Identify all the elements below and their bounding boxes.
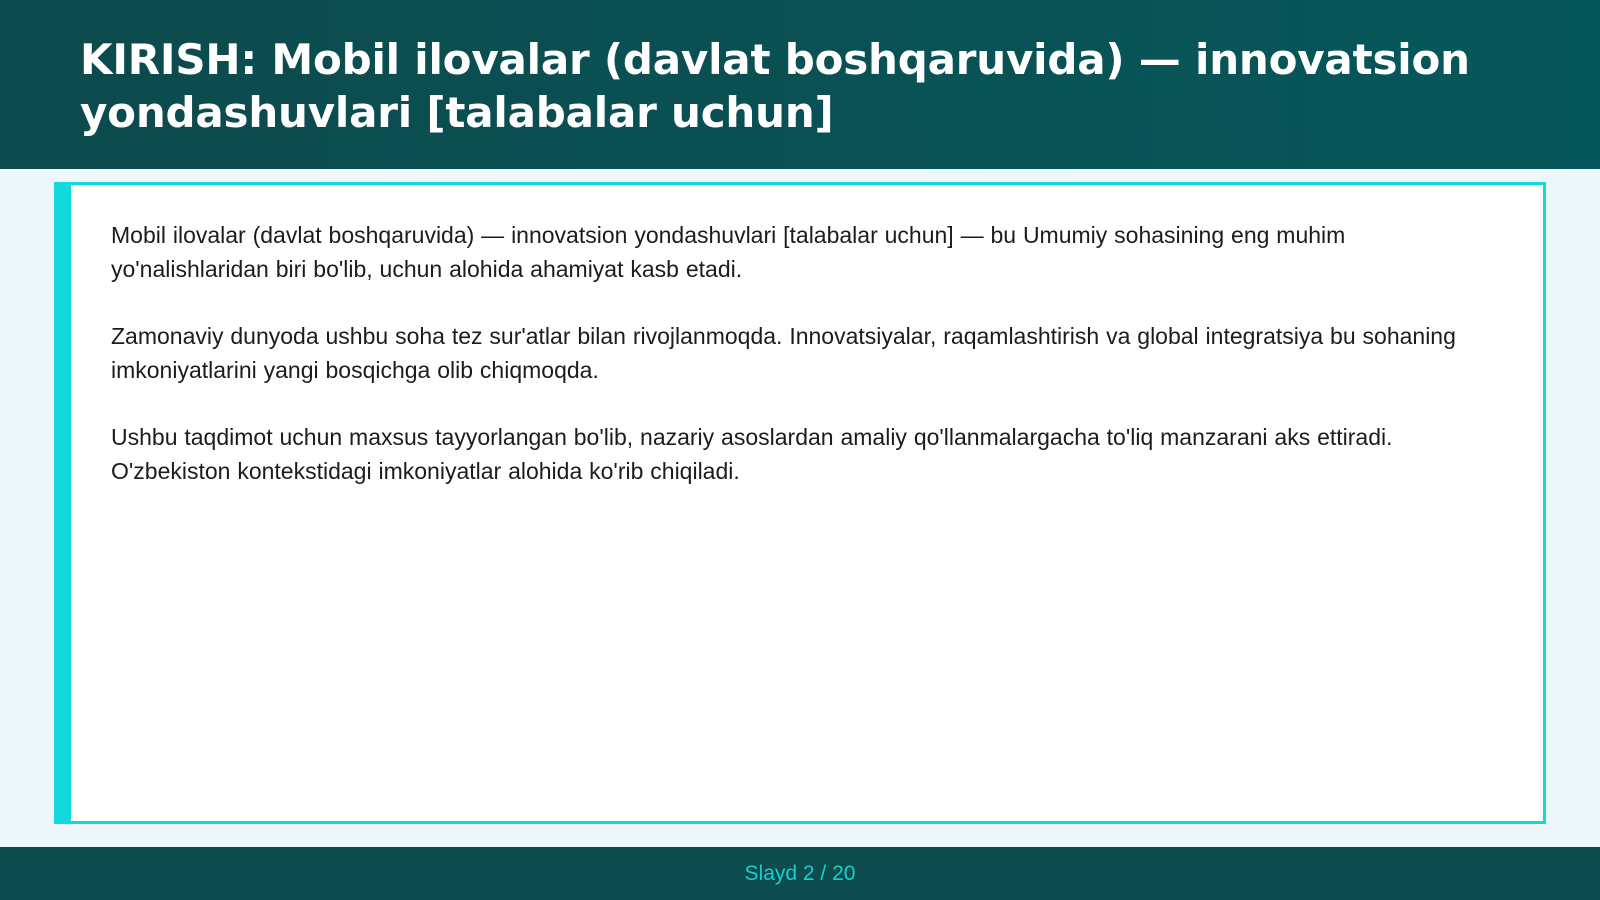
- content-card: [54, 182, 1546, 824]
- slide-header: [0, 0, 1600, 169]
- intro-paragraph-1: Mobil ilovalar (davlat boshqaruvida) — innovatsion yondashuvlari [talabalar uchun] — bu Umumiy sohasining eng muhim yo'nalishlaridan biri bo'lib, uchun alohida ahamiyat kasb etadi.: [111, 222, 1346, 282]
- intro-paragraph-3: Ushbu taqdimot uchun maxsus tayyorlangan bo'lib, nazariy asoslardan amaliy qo'llanmalargacha to'liq manzarani aks ettiradi. O'zbekiston kontekstidagi imkoniyatlar alohida ko'rib chiqiladi.: [111, 424, 1393, 484]
- slide-title: KIRISH: Mobil ilovalar (davlat boshqaruvida) — innovatsion yondashuvlari [talabalar uchun]: [80, 35, 1470, 137]
- slide-counter: Slayd 2 / 20: [744, 861, 856, 885]
- intro-paragraph-2: Zamonaviy dunyoda ushbu soha tez sur'atlar bilan rivojlanmoqda. Innovatsiyalar, raqamlashtirish va global integratsiya bu sohaning imkoniyatlarini yangi bosqichga olib chiqmoqda.: [111, 323, 1456, 383]
- slide-footer: [0, 847, 1600, 900]
